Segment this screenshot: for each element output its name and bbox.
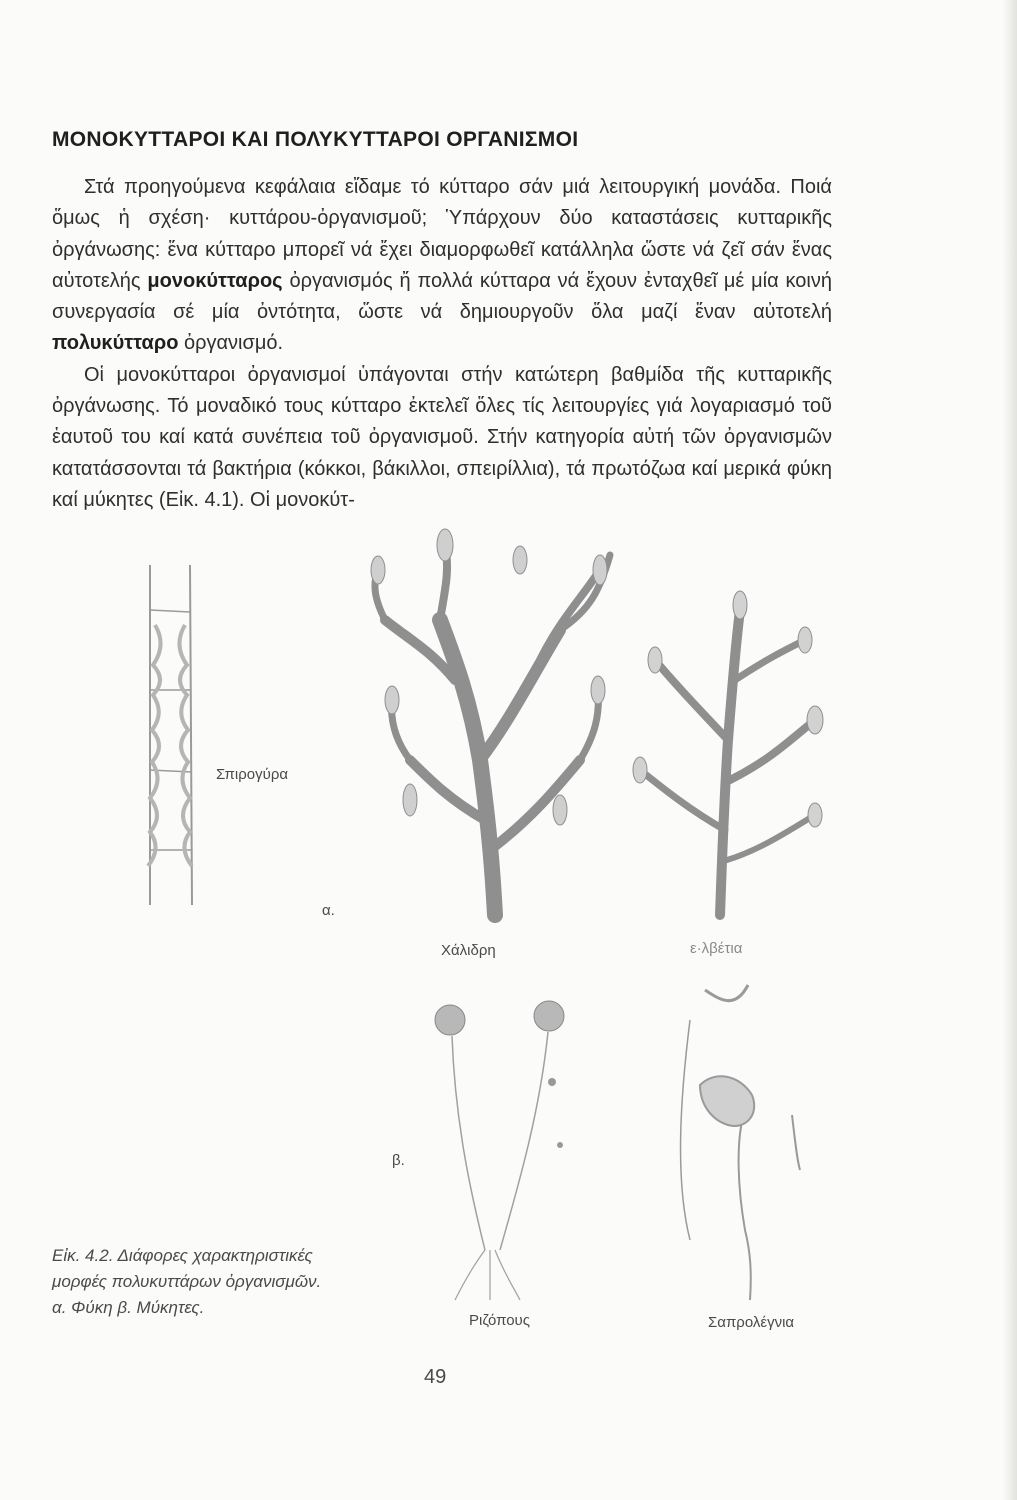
body-text bbox=[52, 172, 832, 516]
paragraph-2: Οἱ μονοκύτταροι ὀργανισμοί ὑπάγονται στήν κατώτερη βαθμίδα τῆς κυτταρικῆς ὀργάνωσης. Τό μοναδικό τους κύτταρο ἐκτελεῖ ὅλες τίς λειτουργίες γιά λογαριασμό τοῦ ἑαυτοῦ του καί κατά συνέπεια τοῦ ὀργανισμοῦ. Στήν κατηγορία αὐτή τῶν ὀργανισμῶν κατατάσσονται τά βακτήρια (κόκκοι, βάκιλλοι, σπειρίλλια), τά πρωτόζωα καί μερικά φύκη καί μύκητες (Εἰκ. 4.1). Οἱ μονοκύτ- bbox=[52, 363, 832, 511]
caption-line-1: Εἰκ. 4.2. Διάφορες χαρακτηριστικές bbox=[52, 1246, 313, 1265]
label-spirogyra: Σπιρογύρα bbox=[216, 766, 289, 783]
term-unicellular: μονοκύτταρος bbox=[147, 269, 283, 292]
paragraph-1-text-b: ὀργανισμός ἤ πολλά κύτταρα νά ἔχουν ἐνταχθεῖ μέ μία κοινή συνεργασία σέ μία ὀντότητα, ὥστε νά δημιουργοῦν ὅλα μαζί ἕναν αὐτοτελή bbox=[52, 269, 832, 324]
rhizopus-illustration bbox=[435, 1001, 564, 1300]
fucus-alga-illustration bbox=[633, 591, 823, 915]
caption-line-2: μορφές πολυκυττάρων ὀργανισμῶν. bbox=[52, 1272, 322, 1291]
label-saprolegnia: Σαπρολέγνια bbox=[708, 1314, 795, 1331]
label-alpha: α. bbox=[322, 902, 335, 919]
saprolegnia-illustration bbox=[681, 985, 800, 1300]
section-heading: ΜΟΝΟΚΥΤΤΑΡΟΙ ΚΑΙ ΠΟΛΥΚΥΤΤΑΡΟΙ ΟΡΓΑΝΙΣΜΟΙ bbox=[52, 128, 579, 151]
label-beta: β. bbox=[392, 1152, 405, 1169]
figure-caption bbox=[52, 1243, 412, 1321]
caption-line-3: α. Φύκη β. Μύκητες. bbox=[52, 1298, 205, 1317]
paragraph-1-text-c: ὀργανισμό. bbox=[178, 332, 284, 355]
chalidri-alga-illustration bbox=[371, 529, 610, 915]
page-number: 49 bbox=[424, 1366, 447, 1388]
page-edge-shadow bbox=[1003, 0, 1017, 1500]
spirogyra-illustration bbox=[148, 565, 192, 905]
label-fucus: ε·λβέτια bbox=[690, 940, 743, 957]
label-chalidri: Χάλιδρη bbox=[441, 942, 496, 959]
paragraph-1 bbox=[52, 172, 832, 360]
paragraph-1-text-a: Στά προηγούμενα κεφάλαια εἴδαμε τό κύτταρο σάν μιά λειτουργική μονάδα. Ποιά ὅμως ἡ σχέση· κυττάρου-ὀργανισμοῦ; Ὑπάρχουν δύο καταστάσεις κυτταρικῆς ὀργάνωσης: ἕνα κύτταρο μπορεῖ νά ἔχει διαμορφωθεῖ κατάλληλα ὥστε νά ζεῖ σάν ἕνας αὐτοτελής bbox=[52, 176, 832, 292]
label-rhizopus: Ριζόπους bbox=[469, 1312, 530, 1329]
term-multicellular: πολυκύτταρο bbox=[52, 332, 179, 355]
